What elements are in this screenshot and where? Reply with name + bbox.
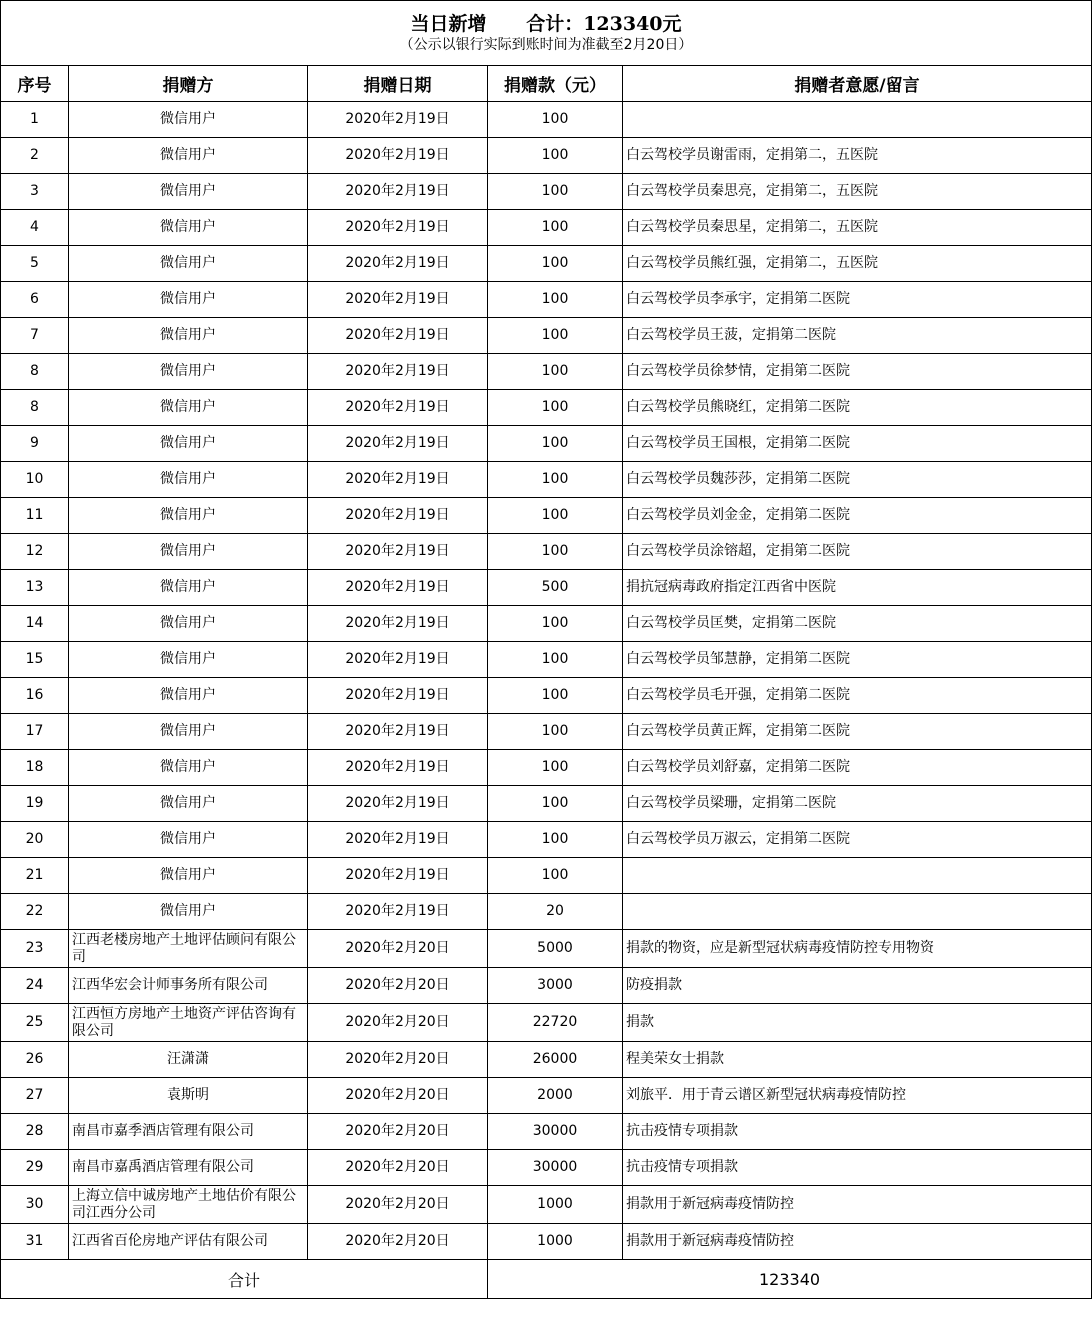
- cell-date: 2020年2月19日: [308, 714, 488, 750]
- cell-donor: 微信用户: [69, 354, 308, 390]
- cell-date: 2020年2月19日: [308, 894, 488, 930]
- cell-amount: 500: [488, 570, 623, 606]
- cell-message: 白云驾校学员谢雷雨，定捐第二，五医院: [623, 138, 1092, 174]
- cell-amount: 100: [488, 822, 623, 858]
- cell-amount: 100: [488, 138, 623, 174]
- cell-amount: 100: [488, 426, 623, 462]
- cell-amount: 100: [488, 210, 623, 246]
- cell-date: 2020年2月19日: [308, 534, 488, 570]
- cell-message: 捐款: [623, 1004, 1092, 1042]
- cell-donor: 微信用户: [69, 750, 308, 786]
- table-row: [1, 354, 1092, 390]
- cell-index: 7: [1, 318, 69, 354]
- cell-date: 2020年2月19日: [308, 750, 488, 786]
- cell-amount: 5000: [488, 930, 623, 968]
- cell-donor: 江西华宏会计师事务所有限公司: [69, 968, 308, 1004]
- table-row: [1, 968, 1092, 1004]
- cell-donor: 微信用户: [69, 786, 308, 822]
- table-row: [1, 714, 1092, 750]
- cell-donor: 微信用户: [69, 498, 308, 534]
- table-body: [1, 102, 1092, 1260]
- cell-date: 2020年2月20日: [308, 1224, 488, 1260]
- header-index: 序号: [1, 66, 69, 102]
- cell-message: 白云驾校学员梁珊，定捐第二医院: [623, 786, 1092, 822]
- cell-message: 白云驾校学员刘金金，定捐第二医院: [623, 498, 1092, 534]
- cell-index: 23: [1, 930, 69, 968]
- cell-donor: 微信用户: [69, 174, 308, 210]
- header-date: 捐赠日期: [308, 66, 488, 102]
- cell-message: 白云驾校学员魏莎莎，定捐第二医院: [623, 462, 1092, 498]
- table-row: [1, 822, 1092, 858]
- cell-date: 2020年2月19日: [308, 282, 488, 318]
- cell-index: 18: [1, 750, 69, 786]
- cell-amount: 30000: [488, 1114, 623, 1150]
- cell-message: 白云驾校学员秦思亮，定捐第二，五医院: [623, 174, 1092, 210]
- cell-amount: 100: [488, 102, 623, 138]
- table-row: [1, 534, 1092, 570]
- cell-message: 捐款的物资，应是新型冠状病毒疫情防控专用物资: [623, 930, 1092, 968]
- cell-donor: 微信用户: [69, 570, 308, 606]
- cell-index: 27: [1, 1078, 69, 1114]
- cell-donor: 袁斯明: [69, 1078, 308, 1114]
- cell-donor: 江西恒方房地产土地资产评估咨询有限公司: [69, 1004, 308, 1042]
- cell-amount: 1000: [488, 1186, 623, 1224]
- cell-date: 2020年2月20日: [308, 1042, 488, 1078]
- cell-date: 2020年2月20日: [308, 1186, 488, 1224]
- table-row: [1, 1150, 1092, 1186]
- table-row: [1, 1078, 1092, 1114]
- cell-amount: 100: [488, 498, 623, 534]
- cell-donor: 微信用户: [69, 894, 308, 930]
- cell-index: 25: [1, 1004, 69, 1042]
- cell-amount: 22720: [488, 1004, 623, 1042]
- cell-index: 19: [1, 786, 69, 822]
- cell-index: 16: [1, 678, 69, 714]
- cell-amount: 100: [488, 318, 623, 354]
- cell-index: 5: [1, 246, 69, 282]
- cell-message: 白云驾校学员万淑云，定捐第二医院: [623, 822, 1092, 858]
- cell-donor: 南昌市嘉季酒店管理有限公司: [69, 1114, 308, 1150]
- cell-amount: 100: [488, 750, 623, 786]
- cell-date: 2020年2月19日: [308, 462, 488, 498]
- cell-donor: 微信用户: [69, 858, 308, 894]
- cell-message: 白云驾校学员王国根，定捐第二医院: [623, 426, 1092, 462]
- cell-message: 白云驾校学员邹慧静，定捐第二医院: [623, 642, 1092, 678]
- table-row: [1, 102, 1092, 138]
- header-donor: 捐赠方: [69, 66, 308, 102]
- table-row: [1, 246, 1092, 282]
- table-row: [1, 930, 1092, 968]
- cell-index: 29: [1, 1150, 69, 1186]
- cell-donor: 微信用户: [69, 426, 308, 462]
- table-row: [1, 1114, 1092, 1150]
- header-amount: 捐赠款（元）: [488, 66, 623, 102]
- cell-amount: 100: [488, 282, 623, 318]
- cell-message: 白云驾校学员刘舒嘉，定捐第二医院: [623, 750, 1092, 786]
- cell-amount: 20: [488, 894, 623, 930]
- cell-index: 24: [1, 968, 69, 1004]
- cell-amount: 3000: [488, 968, 623, 1004]
- cell-message: 抗击疫情专项捐款: [623, 1150, 1092, 1186]
- cell-index: 17: [1, 714, 69, 750]
- cell-date: 2020年2月20日: [308, 1150, 488, 1186]
- cell-index: 2: [1, 138, 69, 174]
- cell-donor: 汪潇潇: [69, 1042, 308, 1078]
- cell-donor: 上海立信中诚房地产土地估价有限公司江西分公司: [69, 1186, 308, 1224]
- cell-date: 2020年2月19日: [308, 822, 488, 858]
- cell-donor: 微信用户: [69, 390, 308, 426]
- cell-amount: 100: [488, 786, 623, 822]
- table-row: [1, 498, 1092, 534]
- cell-date: 2020年2月19日: [308, 606, 488, 642]
- cell-index: 9: [1, 426, 69, 462]
- cell-index: 20: [1, 822, 69, 858]
- cell-message: 白云驾校学员涂镕超，定捐第二医院: [623, 534, 1092, 570]
- cell-donor: 微信用户: [69, 714, 308, 750]
- cell-donor: 微信用户: [69, 102, 308, 138]
- cell-donor: 微信用户: [69, 318, 308, 354]
- cell-index: 8: [1, 354, 69, 390]
- cell-message: 刘旅平．用于青云谱区新型冠状病毒疫情防控: [623, 1078, 1092, 1114]
- table-row: [1, 1186, 1092, 1224]
- table-row: [1, 318, 1092, 354]
- cell-amount: 100: [488, 390, 623, 426]
- cell-donor: 江西老楼房地产土地评估顾问有限公司: [69, 930, 308, 968]
- cell-message: 白云驾校学员黄正辉，定捐第二医院: [623, 714, 1092, 750]
- cell-amount: 100: [488, 462, 623, 498]
- cell-date: 2020年2月19日: [308, 102, 488, 138]
- cell-index: 12: [1, 534, 69, 570]
- cell-date: 2020年2月20日: [308, 930, 488, 968]
- cell-index: 4: [1, 210, 69, 246]
- cell-index: 13: [1, 570, 69, 606]
- cell-index: 15: [1, 642, 69, 678]
- table-row: [1, 750, 1092, 786]
- cell-date: 2020年2月19日: [308, 246, 488, 282]
- cell-date: 2020年2月19日: [308, 498, 488, 534]
- cell-donor: 南昌市嘉禹酒店管理有限公司: [69, 1150, 308, 1186]
- table-row: [1, 894, 1092, 930]
- cell-date: 2020年2月20日: [308, 1078, 488, 1114]
- table-row: [1, 858, 1092, 894]
- cell-donor: 微信用户: [69, 282, 308, 318]
- page-subtitle: （公示以银行实际到账时间为准截至2月20日）: [399, 37, 693, 53]
- cell-amount: 100: [488, 678, 623, 714]
- cell-index: 21: [1, 858, 69, 894]
- cell-index: 3: [1, 174, 69, 210]
- cell-amount: 100: [488, 642, 623, 678]
- title-row: [1, 1, 1092, 66]
- cell-index: 31: [1, 1224, 69, 1260]
- cell-date: 2020年2月19日: [308, 642, 488, 678]
- total-label: 合计: [1, 1260, 488, 1299]
- cell-message: 捐款用于新冠病毒疫情防控: [623, 1224, 1092, 1260]
- table-row: [1, 1004, 1092, 1042]
- cell-donor: 微信用户: [69, 822, 308, 858]
- cell-donor: 微信用户: [69, 462, 308, 498]
- cell-amount: 100: [488, 174, 623, 210]
- cell-amount: 100: [488, 858, 623, 894]
- cell-message: 白云驾校学员匡樊，定捐第二医院: [623, 606, 1092, 642]
- cell-amount: 30000: [488, 1150, 623, 1186]
- cell-message: [623, 102, 1092, 138]
- table-row: [1, 642, 1092, 678]
- cell-donor: 微信用户: [69, 246, 308, 282]
- cell-amount: 26000: [488, 1042, 623, 1078]
- cell-date: 2020年2月19日: [308, 138, 488, 174]
- cell-date: 2020年2月19日: [308, 678, 488, 714]
- cell-amount: 1000: [488, 1224, 623, 1260]
- cell-date: 2020年2月20日: [308, 968, 488, 1004]
- cell-amount: 100: [488, 354, 623, 390]
- header-message: 捐赠者意愿/留言: [623, 66, 1092, 102]
- cell-date: 2020年2月20日: [308, 1004, 488, 1042]
- cell-message: 程美荣女士捐款: [623, 1042, 1092, 1078]
- table-row: [1, 138, 1092, 174]
- cell-amount: 100: [488, 714, 623, 750]
- cell-index: 14: [1, 606, 69, 642]
- cell-date: 2020年2月20日: [308, 1114, 488, 1150]
- cell-amount: 2000: [488, 1078, 623, 1114]
- table-row: [1, 786, 1092, 822]
- cell-index: 6: [1, 282, 69, 318]
- table-row: [1, 606, 1092, 642]
- cell-date: 2020年2月19日: [308, 858, 488, 894]
- cell-index: 1: [1, 102, 69, 138]
- cell-message: 防疫捐款: [623, 968, 1092, 1004]
- table-row: [1, 390, 1092, 426]
- cell-index: 26: [1, 1042, 69, 1078]
- cell-date: 2020年2月19日: [308, 786, 488, 822]
- cell-date: 2020年2月19日: [308, 354, 488, 390]
- cell-message: 白云驾校学员徐梦情，定捐第二医院: [623, 354, 1092, 390]
- cell-index: 22: [1, 894, 69, 930]
- total-row: [1, 1260, 1092, 1299]
- cell-index: 8: [1, 390, 69, 426]
- table-row: [1, 1042, 1092, 1078]
- table-row: [1, 678, 1092, 714]
- cell-index: 11: [1, 498, 69, 534]
- cell-message: 白云驾校学员熊晓红，定捐第二医院: [623, 390, 1092, 426]
- header-row: [1, 66, 1092, 102]
- table-row: [1, 426, 1092, 462]
- cell-message: 白云驾校学员王菠，定捐第二医院: [623, 318, 1092, 354]
- cell-donor: 江西省百伦房地产评估有限公司: [69, 1224, 308, 1260]
- cell-amount: 100: [488, 534, 623, 570]
- cell-date: 2020年2月19日: [308, 390, 488, 426]
- total-value: 123340: [488, 1260, 1092, 1299]
- table-row: [1, 462, 1092, 498]
- cell-message: 白云驾校学员毛开强，定捐第二医院: [623, 678, 1092, 714]
- cell-donor: 微信用户: [69, 678, 308, 714]
- cell-index: 10: [1, 462, 69, 498]
- cell-date: 2020年2月19日: [308, 210, 488, 246]
- cell-donor: 微信用户: [69, 210, 308, 246]
- cell-message: 抗击疫情专项捐款: [623, 1114, 1092, 1150]
- cell-date: 2020年2月19日: [308, 570, 488, 606]
- cell-message: 白云驾校学员秦思星，定捐第二，五医院: [623, 210, 1092, 246]
- cell-index: 28: [1, 1114, 69, 1150]
- table-row: [1, 570, 1092, 606]
- cell-message: 捐款用于新冠病毒疫情防控: [623, 1186, 1092, 1224]
- cell-amount: 100: [488, 606, 623, 642]
- cell-index: 30: [1, 1186, 69, 1224]
- cell-donor: 微信用户: [69, 642, 308, 678]
- cell-message: 白云驾校学员熊红强，定捐第二，五医院: [623, 246, 1092, 282]
- cell-message: 白云驾校学员李承宇，定捐第二医院: [623, 282, 1092, 318]
- cell-donor: 微信用户: [69, 534, 308, 570]
- cell-message: 捐抗冠病毒政府指定江西省中医院: [623, 570, 1092, 606]
- cell-amount: 100: [488, 246, 623, 282]
- title-cell: [1, 1, 1092, 66]
- cell-message: [623, 858, 1092, 894]
- cell-donor: 微信用户: [69, 138, 308, 174]
- table-row: [1, 210, 1092, 246]
- cell-date: 2020年2月19日: [308, 426, 488, 462]
- page-title: 当日新增 合计：123340元: [410, 13, 682, 35]
- table-row: [1, 1224, 1092, 1260]
- cell-donor: 微信用户: [69, 606, 308, 642]
- cell-date: 2020年2月19日: [308, 174, 488, 210]
- cell-date: 2020年2月19日: [308, 318, 488, 354]
- table-row: [1, 282, 1092, 318]
- cell-message: [623, 894, 1092, 930]
- table-row: [1, 174, 1092, 210]
